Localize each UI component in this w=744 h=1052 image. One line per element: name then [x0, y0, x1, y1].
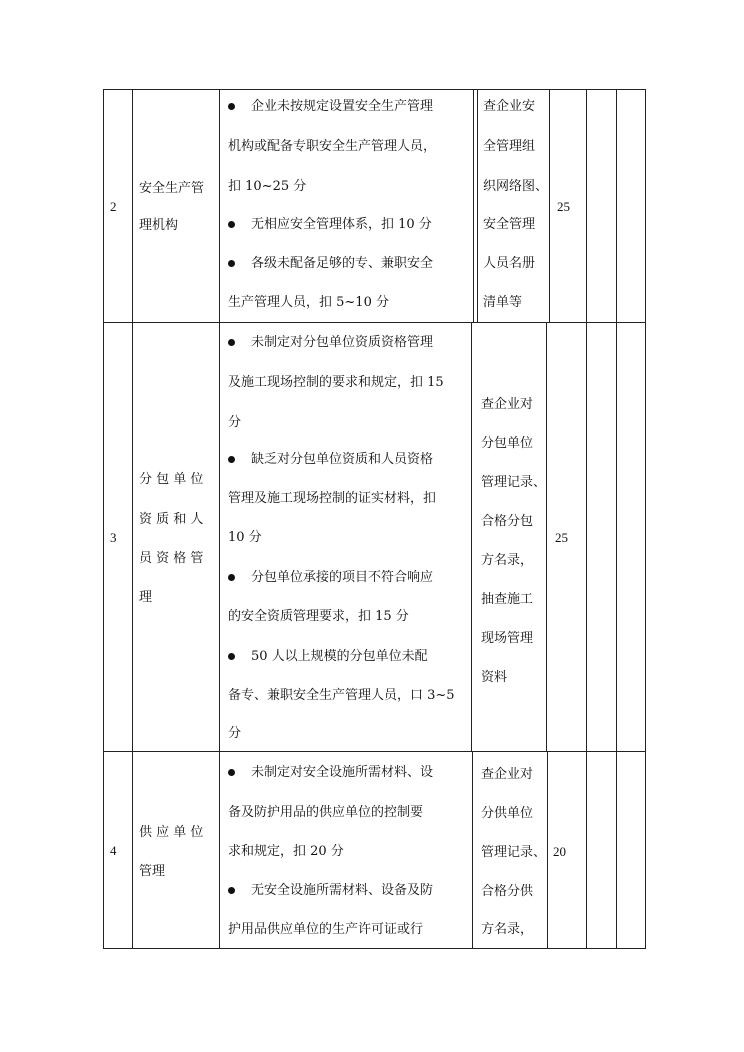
check-method-line: 查企业对	[481, 397, 534, 412]
item-name-line: 供 应 单 位	[139, 825, 204, 840]
criteria-line: 的安全资质管理要求，扣 15 分	[228, 609, 409, 624]
check-method-line: 抽查施工	[481, 592, 534, 607]
criteria-line: 分	[228, 415, 242, 430]
criteria-line: 未制定对安全设施所需材料、设	[251, 765, 434, 780]
bullet-icon	[228, 887, 235, 894]
item-name-line: 理	[139, 590, 153, 605]
column-divider	[471, 322, 472, 752]
criteria-line: 各级未配备足够的专、兼职安全	[251, 256, 434, 271]
item-name-line: 分 包 单 位	[139, 472, 204, 487]
table-left-border	[103, 89, 104, 949]
check-method-line: 人员名册	[483, 256, 536, 271]
row-number: 4	[110, 843, 117, 858]
column-divider	[477, 89, 478, 323]
check-method-line: 分供单位	[481, 806, 534, 821]
table-right-border	[645, 89, 646, 949]
check-method-line: 方名录，	[481, 922, 534, 937]
check-method-line: 合格分包	[481, 514, 534, 529]
item-name-line: 管理	[139, 864, 166, 879]
bullet-icon	[228, 260, 235, 267]
criteria-line: 缺乏对分包单位资质和人员资格	[251, 452, 434, 467]
row-divider	[103, 751, 645, 752]
column-divider	[473, 89, 474, 323]
criteria-line: 企业未按规定设置安全生产管理	[251, 99, 434, 114]
bullet-icon	[228, 339, 235, 346]
criteria-line: 护用品供应单位的生产许可证或行	[228, 922, 424, 937]
criteria-line: 无相应安全管理体系，扣 10 分	[251, 217, 432, 232]
row-number: 3	[110, 530, 117, 545]
check-method-line: 分包单位	[481, 436, 534, 451]
criteria-line: 求和规定，扣 20 分	[228, 844, 344, 859]
column-divider	[586, 89, 587, 949]
row-number: 2	[110, 199, 117, 214]
criteria-line: 管理及施工现场控制的证实材料，扣	[228, 491, 437, 506]
check-method-line: 查企业安	[483, 99, 536, 114]
check-method-line: 查企业对	[481, 767, 534, 782]
check-method-line: 管理记录、	[481, 475, 547, 490]
column-divider	[219, 89, 220, 949]
criteria-line: 备专、兼职安全生产管理人员，口 3~5	[228, 688, 455, 703]
bullet-icon	[228, 103, 235, 110]
item-name-line: 员 资 格 管	[139, 551, 204, 566]
bullet-icon	[228, 769, 235, 776]
criteria-line: 分包单位承接的项目不符合响应	[251, 570, 434, 585]
column-divider	[616, 89, 617, 949]
column-divider	[472, 751, 473, 949]
column-divider	[132, 89, 133, 949]
check-method-line: 合格分供	[481, 884, 534, 899]
criteria-line: 备及防护用品的供应单位的控制要	[228, 805, 424, 820]
bullet-icon	[228, 574, 235, 581]
criteria-line: 50 人以上规模的分包单位未配	[251, 649, 428, 664]
check-method-line: 全管理组	[483, 139, 536, 154]
bullet-icon	[228, 221, 235, 228]
item-name-line: 资 质 和 人	[139, 512, 204, 527]
check-method-line: 管理记录、	[481, 845, 547, 860]
check-method-line: 资料	[481, 670, 508, 685]
check-method-line: 现场管理	[481, 631, 534, 646]
table-bottom-border	[103, 948, 645, 949]
column-divider	[549, 89, 550, 323]
bullet-icon	[228, 653, 235, 660]
item-name-line: 安全生产管	[139, 181, 205, 196]
criteria-line: 10 分	[228, 530, 262, 545]
score: 25	[557, 199, 570, 214]
criteria-line: 无安全设施所需材料、设备及防	[251, 883, 434, 898]
row-divider	[103, 322, 645, 323]
check-method-line: 清单等	[483, 295, 523, 310]
check-method-line: 织网络图、	[483, 179, 549, 194]
criteria-line: 未制定对分包单位资质资格管理	[251, 335, 434, 350]
criteria-line: 及施工现场控制的要求和规定，扣 15	[228, 375, 444, 390]
table-top-border	[103, 89, 645, 90]
item-name-line: 理机构	[139, 218, 179, 233]
check-method-line: 安全管理	[483, 217, 536, 232]
score: 25	[555, 530, 568, 545]
check-method-line: 方名录，	[481, 553, 534, 568]
criteria-line: 生产管理人员，扣 5~10 分	[228, 295, 389, 310]
column-divider	[546, 322, 547, 752]
column-divider	[547, 751, 548, 949]
criteria-line: 分	[228, 726, 242, 741]
score: 20	[553, 844, 566, 859]
criteria-line: 机构或配备专职安全生产管理人员，	[228, 139, 437, 154]
criteria-line: 扣 10~25 分	[228, 179, 307, 194]
bullet-icon	[228, 456, 235, 463]
